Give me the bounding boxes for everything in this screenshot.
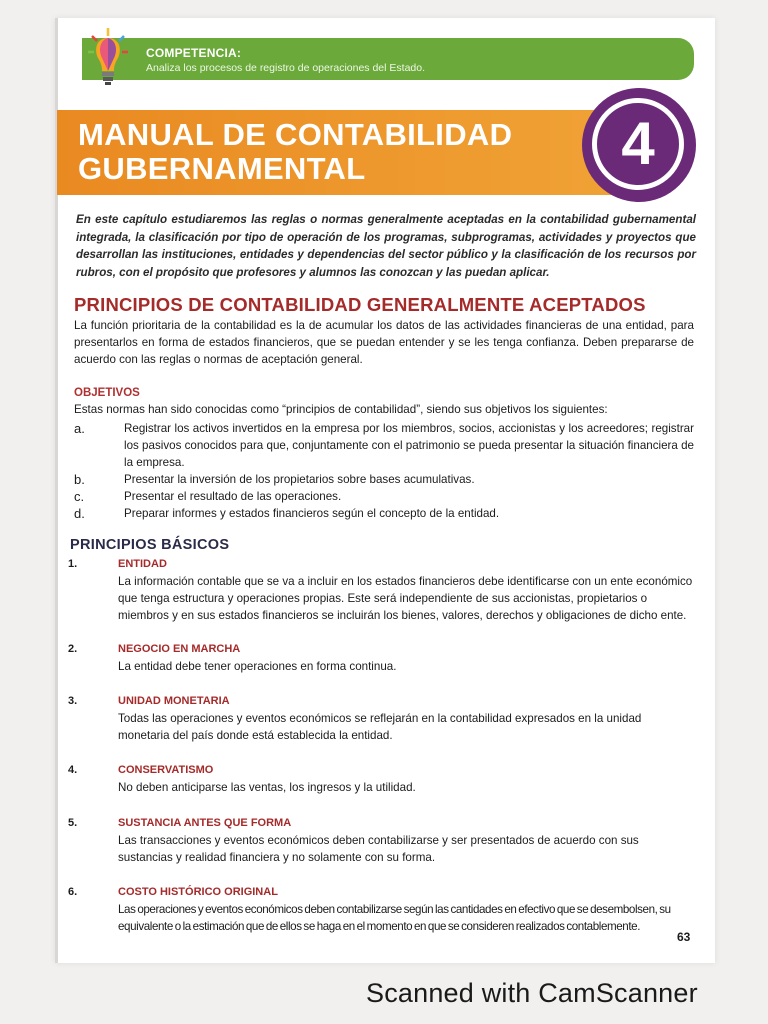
lightbulb-icon <box>86 26 130 90</box>
section-paragraph: La función prioritaria de la contabilidad es la de acumular los datos de las actividades financieras de una entidad, para presentarlos en forma de estados financieros, que se puedan entender y se les tenga confianza. Deben prepararse de acuerdo con las reglas o normas de aceptación general. <box>74 319 694 366</box>
principio-text: La información contable que se va a incluir en los estados financieros debe identificarse con un ente económico que tenga estructura y operaciones propias. Este será independiente de sus accionistas, propietarios o miembros y en sus estados financieros se incluirán los bienes, valores, derechos y obligaciones de dicho ente. <box>118 575 693 622</box>
list-item <box>74 488 694 505</box>
list-item <box>74 505 694 522</box>
list-item-letter: a. <box>74 421 85 436</box>
list-item-text: Registrar los activos invertidos en la empresa por los miembros, socios, accionistas y los acreedores; registrar los pasivos conocidos para que, conjuntamente con el patrimonio se pueda presentar la situación financiera de la empresa. <box>124 422 694 469</box>
camscanner-watermark: Scanned with CamScanner <box>366 978 698 1008</box>
list-item-letter: c. <box>74 489 85 504</box>
objetivos-list <box>74 420 694 522</box>
principio-title: COSTO HISTÓRICO ORIGINAL <box>118 886 278 898</box>
competencia-text: Analiza los procesos de registro de operaciones del Estado. <box>146 62 425 74</box>
principio-number: 2. <box>68 643 78 655</box>
principio-number: 6. <box>68 886 78 898</box>
section-heading: PRINCIPIOS DE CONTABILIDAD GENERALMENTE ACEPTADOS <box>74 294 646 315</box>
principio-text: Las transacciones y eventos económicos deben contabilizarse y ser presentados de acuerdo con sus sustancias y realidad financiera y no solamente con su forma. <box>118 834 639 864</box>
principio-number: 3. <box>68 695 78 707</box>
principio-title: SUSTANCIA ANTES QUE FORMA <box>118 817 292 829</box>
principio-title: UNIDAD MONETARIA <box>118 695 230 707</box>
principios-heading: PRINCIPIOS BÁSICOS <box>70 537 230 553</box>
list-item <box>74 420 694 471</box>
principio-text: La entidad debe tener operaciones en forma continua. <box>118 660 397 673</box>
principio-number: 1. <box>68 558 78 570</box>
principio-title: ENTIDAD <box>118 558 167 570</box>
principio-number: 4. <box>68 764 78 776</box>
list-item-text: Presentar la inversión de los propietarios sobre bases acumulativas. <box>124 473 475 486</box>
competencia-title: COMPETENCIA: <box>146 46 242 60</box>
list-item-letter: b. <box>74 472 85 487</box>
principio-text: Todas las operaciones y eventos económicos se reflejarán en la contabilidad expresados en la unidad monetaria del país donde está establecida la entidad. <box>118 712 642 742</box>
principio-title: NEGOCIO EN MARCHA <box>118 643 241 655</box>
objetivos-intro: Estas normas han sido conocidas como “principios de contabilidad”, siendo sus objetivos los siguientes: <box>74 403 608 416</box>
chapter-intro: En este capítulo estudiaremos las reglas o normas generalmente aceptadas en la contabilidad gubernamental integrada, la clasificación por tipo de operación de los programas, subprogramas, actividades y proyectos que desarrollan las instituciones, entidades y dependencias del sector público y la clasificación de los recursos por rubros, con el propósito que profesores y alumnos las conozcan y las puedan aplicar. <box>76 213 696 279</box>
objetivos-heading: OBJETIVOS <box>74 387 140 399</box>
page-number: 63 <box>677 930 691 944</box>
principio-text: No deben anticiparse las ventas, los ingresos y la utilidad. <box>118 781 416 794</box>
principio-number: 5. <box>68 817 78 829</box>
chapter-number: 4 <box>621 110 655 177</box>
list-item-text: Preparar informes y estados financieros según el concepto de la entidad. <box>124 507 500 520</box>
chapter-title-line1: MANUAL DE CONTABILIDAD <box>78 117 513 152</box>
principio-title: CONSERVATISMO <box>118 764 214 776</box>
list-item <box>74 471 694 488</box>
chapter-title <box>78 118 548 186</box>
chapter-title-line2: GUBERNAMENTAL <box>78 151 366 186</box>
list-item-text: Presentar el resultado de las operaciones. <box>124 490 342 503</box>
list-item-letter: d. <box>74 506 85 521</box>
principio-text: Las operaciones y eventos económicos deben contabilizarse según las cantidades en efectivo que se desembolsen, su equivalente o la estimación que de ellos se haga en el momento en que se consideren realizados contablemente. <box>118 903 671 933</box>
